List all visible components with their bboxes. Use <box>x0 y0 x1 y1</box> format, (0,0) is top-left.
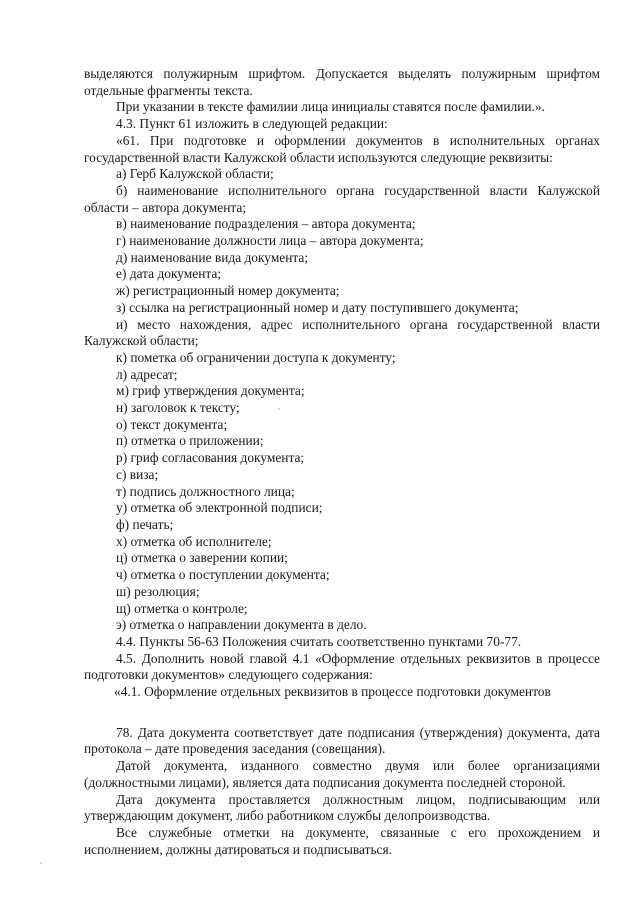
paragraph: 4.3. Пункт 61 изложить в следующей редакции: <box>116 116 388 132</box>
paragraph: 4.4. Пункты 56-63 Положения считать соответственно пунктами 70-77. <box>116 633 522 649</box>
paragraph: выделяются полужирным шрифтом. Допускается выделять полужирным шрифтом отдельные фрагменты текста. <box>84 66 600 98</box>
list-item: у) отметка об электронной подписи; <box>116 500 323 516</box>
scan-speck <box>40 862 42 864</box>
list-item: л) адресат; <box>116 366 178 382</box>
document-page <box>84 66 600 858</box>
list-item: м) гриф утверждения документа; <box>116 383 305 399</box>
list-item: д) наименование вида документа; <box>116 249 309 265</box>
list-item: ш) резолюция; <box>116 583 200 599</box>
list-item: ч) отметка о поступлении документа; <box>116 567 330 583</box>
list-item: ф) печать; <box>116 516 174 532</box>
scan-speck <box>278 408 280 410</box>
list-item: ж) регистрационный номер документа; <box>116 283 340 299</box>
paragraphs-after-heading <box>84 725 600 859</box>
chapter-heading: «4.1. Оформление отдельных реквизитов в процессе подготовки документов <box>114 684 551 700</box>
list-item: ц) отметка о заверении копии; <box>116 550 288 566</box>
paragraph: При указании в тексте фамилии лица инициалы ставятся после фамилии.». <box>116 99 545 115</box>
list-item: к) пометка об ограничении доступа к документу; <box>116 349 396 365</box>
list-item: щ) отметка о контроле; <box>116 600 248 616</box>
paragraph: 4.5. Дополнить новой главой 4.1 «Оформление отдельных реквизитов в процессе подготовки документов» следующего содержания: <box>84 650 600 683</box>
list-item: б) наименование исполнительного органа государственной власти Калужской области – автора документа; <box>84 182 600 215</box>
list-item: н) заголовок к тексту; <box>116 400 240 416</box>
list-item: о) текст документа; <box>116 416 228 432</box>
paragraphs-before-heading <box>84 66 600 684</box>
list-item: х) отметка об исполнителе; <box>116 533 272 549</box>
list-item: в) наименование подразделения – автора документа; <box>116 216 416 232</box>
list-item: с) виза; <box>116 466 159 482</box>
list-item: з) ссылка на регистрационный номер и дату поступившего документа; <box>116 299 519 315</box>
paragraph: Дата документа проставляется должностным лицом, подписывающим или утверждающим документ, либо работником службы делопроизводства. <box>84 791 600 824</box>
paragraph: 78. Дата документа соответствует дате подписания (утверждения) документа, дата протокола – дате проведения заседания (совещания). <box>84 724 600 757</box>
paragraph: «61. При подготовке и оформлении документов в исполнительных органах государственной власти Калужской области используются следующие реквизиты: <box>84 132 600 165</box>
list-item: и) место нахождения, адрес исполнительного органа государственной власти Калужской области; <box>84 316 600 349</box>
paragraph: Все служебные отметки на документе, связанные с его прохождением и исполнением, должны датироваться и подписываться. <box>84 824 600 857</box>
list-item: т) подпись должностного лица; <box>116 483 295 499</box>
list-item: е) дата документа; <box>116 266 222 282</box>
list-item: э) отметка о направлении документа в дело. <box>116 617 367 633</box>
list-item: а) Герб Калужской области; <box>116 166 274 182</box>
list-item: г) наименование должности лица – автора документа; <box>116 233 424 249</box>
paragraph: Датой документа, изданного совместно двумя или более организациями (должностными лицами), является дата подписания документа последней стороной. <box>84 758 600 790</box>
list-item: р) гриф согласования документа; <box>116 450 305 466</box>
list-item: п) отметка о приложении; <box>116 433 264 449</box>
